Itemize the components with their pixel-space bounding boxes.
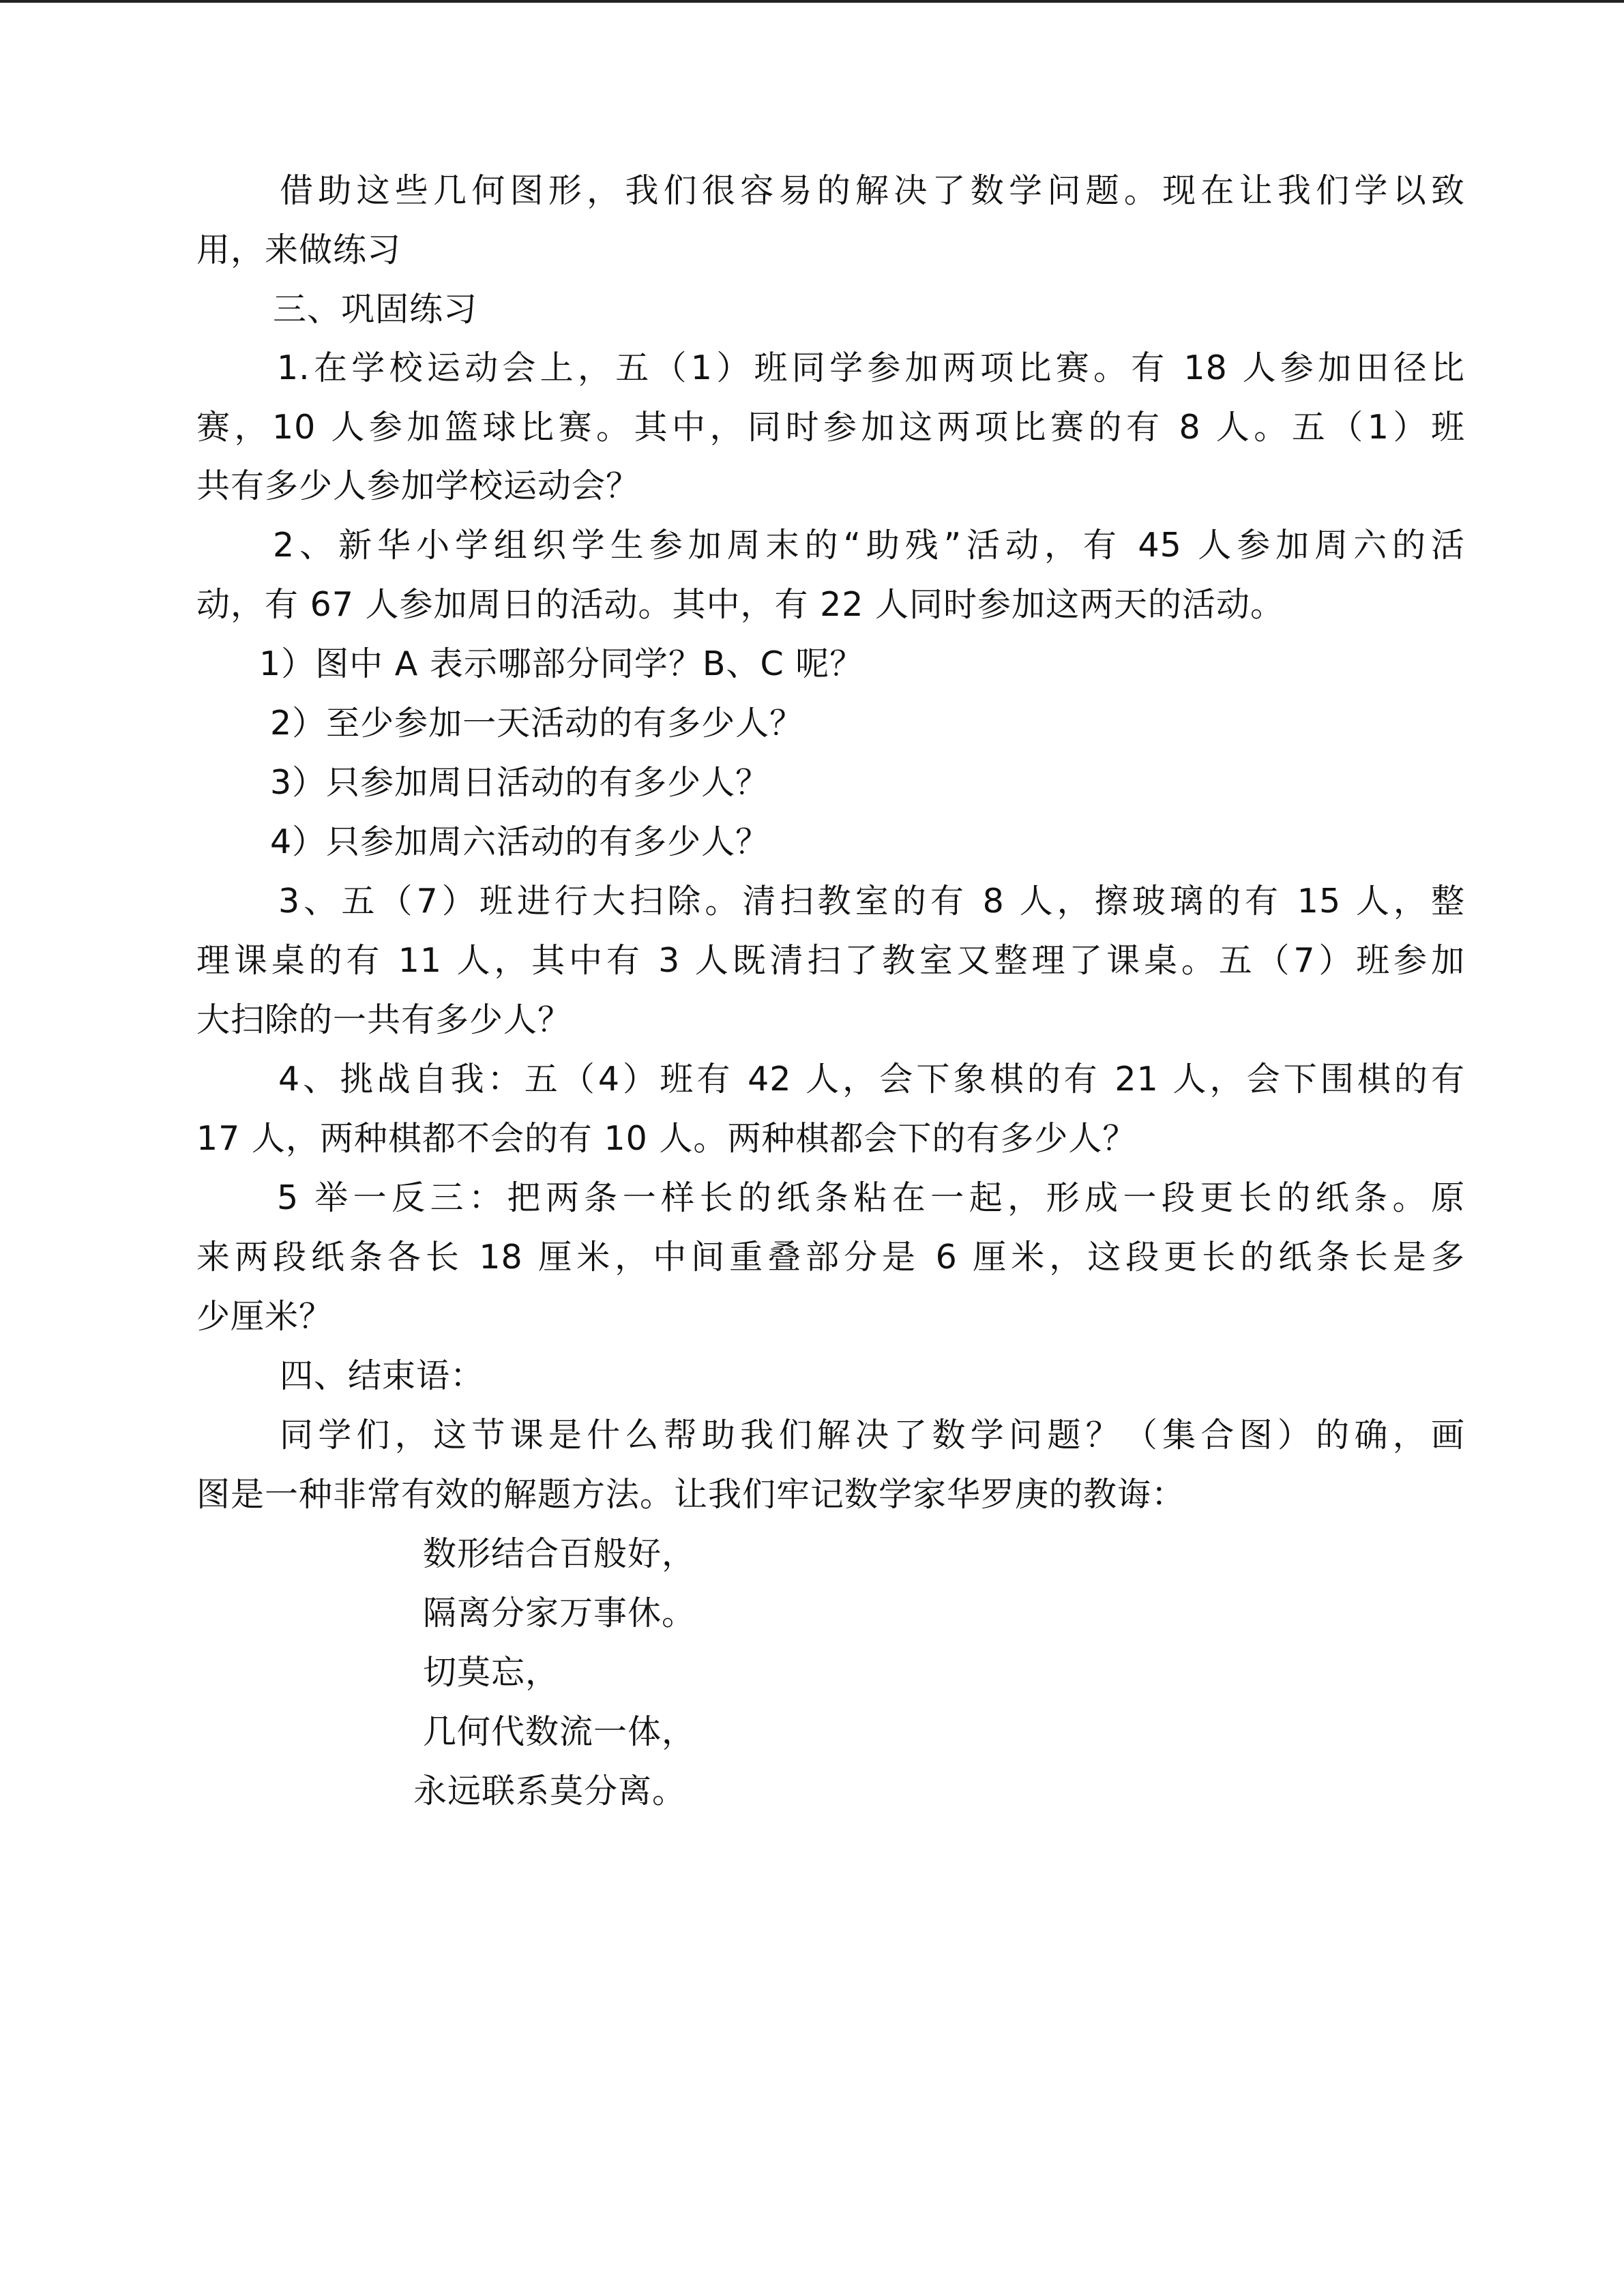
exercise-4-line-2: 17 人，两种棋都不会的有 10 人。两种棋都会下的有多少人？ — [196, 1119, 1137, 1158]
exercise-2-subquestion-1: 1）图中 A 表示哪部分同学？B、C 呢？ — [259, 644, 864, 683]
exercise-1-line-3: 共有多少人参加学校运动会？ — [196, 466, 640, 505]
exercise-2-subquestion-2: 2）至少参加一天活动的有多少人？ — [270, 704, 804, 743]
exercise-2-subquestion-3: 3）只参加周日活动的有多少人？ — [270, 763, 770, 802]
closing-paragraph-line-1: 同学们，这节课是什么帮助我们解决了数学问题？（集合图）的确，画 — [280, 1416, 1465, 1455]
exercise-5-line-1: 5 举一反三：把两条一样长的纸条粘在一起，形成一段更长的纸条。原 — [277, 1178, 1465, 1217]
exercise-3-line-2: 理课桌的有 11 人，其中有 3 人既清扫了教室又整理了课桌。五（7）班参加 — [196, 941, 1465, 980]
exercise-5-line-2: 来两段纸条各长 18 厘米，中间重叠部分是 6 厘米，这段更长的纸条长是多 — [196, 1238, 1465, 1277]
section-heading-consolidation: 三、巩固练习 — [273, 290, 478, 329]
top-border-rule — [0, 0, 1624, 3]
exercise-2-subquestion-4: 4）只参加周六活动的有多少人？ — [270, 822, 770, 861]
intro-paragraph-line-2: 用，来做练习 — [196, 230, 402, 269]
exercise-2-line-1: 2、新华小学组织学生参加周末的“助残”活动，有 45 人参加周六的活 — [273, 526, 1465, 565]
exercise-1-line-2: 赛，10 人参加篮球比赛。其中，同时参加这两项比赛的有 8 人。五（1）班 — [196, 408, 1465, 447]
poem-line-1: 数形结合百般好， — [423, 1534, 696, 1573]
section-heading-conclusion: 四、结束语： — [280, 1356, 485, 1395]
closing-paragraph-line-2: 图是一种非常有效的解题方法。让我们牢记数学家华罗庚的教诲： — [196, 1475, 1186, 1514]
exercise-5-line-3: 少厘米？ — [196, 1297, 334, 1336]
exercise-3-line-3: 大扫除的一共有多少人？ — [196, 1000, 572, 1039]
exercise-1-line-1: 1.在学校运动会上，五（1）班同学参加两项比赛。有 18 人参加田径比 — [277, 348, 1465, 387]
exercise-4-line-1: 4、挑战自我：五（4）班有 42 人，会下象棋的有 21 人，会下围棋的有 — [278, 1060, 1465, 1099]
poem-line-2: 隔离分家万事休。 — [423, 1594, 696, 1632]
poem-line-3: 切莫忘， — [423, 1653, 560, 1692]
exercise-3-line-1: 3、五（7）班进行大扫除。清扫教室的有 8 人，擦玻璃的有 15 人，整 — [278, 882, 1465, 921]
exercise-2-line-2: 动，有 67 人参加周日的活动。其中，有 22 人同时参加这两天的活动。 — [196, 585, 1285, 624]
poem-line-4: 几何代数流一体， — [423, 1712, 696, 1751]
poem-line-5: 永远联系莫分离。 — [413, 1772, 687, 1810]
intro-paragraph-line-1: 借助这些几何图形，我们很容易的解决了数学问题。现在让我们学以致 — [280, 171, 1465, 210]
